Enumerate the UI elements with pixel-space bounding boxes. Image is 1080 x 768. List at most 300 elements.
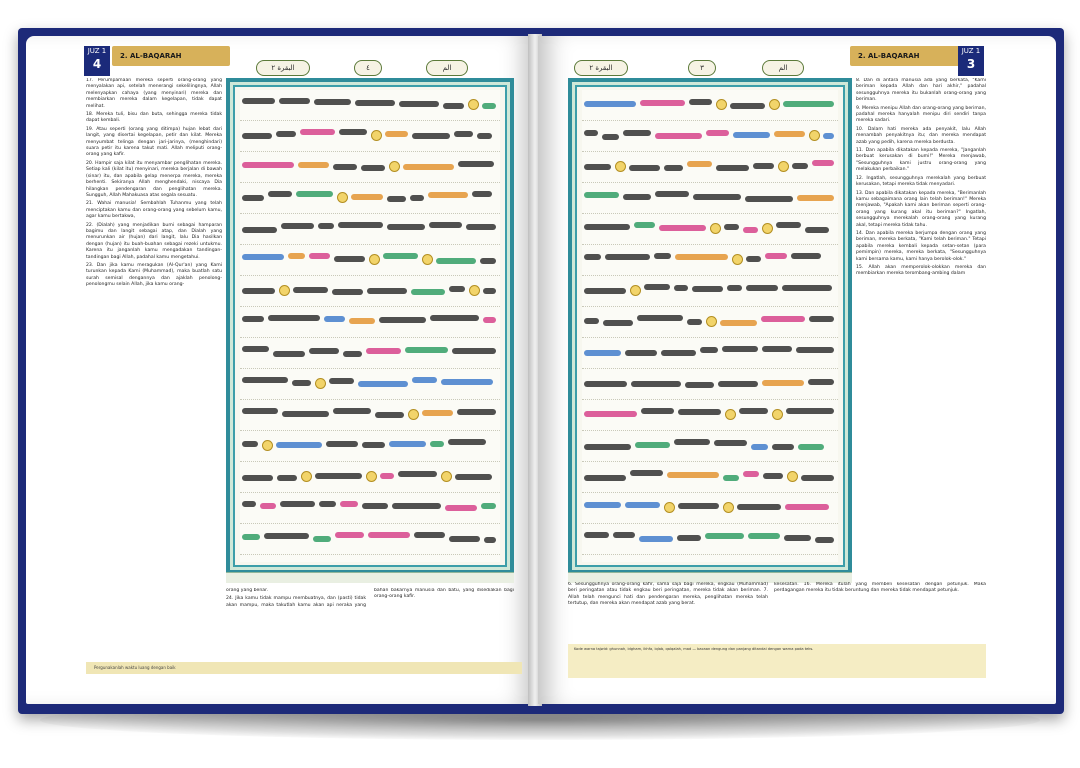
left-translation-column — [86, 78, 222, 626]
script-stroke — [584, 288, 626, 294]
script-stroke — [452, 348, 496, 354]
script-stroke — [659, 225, 706, 231]
script-stroke — [268, 191, 292, 197]
script-stroke — [667, 472, 719, 478]
script-stroke — [584, 381, 627, 387]
script-stroke — [242, 408, 278, 414]
script-stroke — [785, 504, 829, 510]
script-stroke — [324, 316, 345, 322]
left-verse-5: 22. (Dialah) yang menjadikan bumi sebagai hamparan bagimu dan langit sebagai atap, dan Dialah yang menurunkan air (hujan) dari langit, lalu Dia hasilkan dengan (hujan) itu buah-buahan sebagai rezeki untukmu. Karena itu janganlah kamu mengadakan tandingan-tandingan bagi Allah, padahal kamu mengetahui. — [86, 222, 222, 260]
script-stroke — [339, 129, 367, 135]
script-stroke — [705, 533, 744, 539]
script-stroke — [484, 537, 496, 543]
script-stroke — [635, 442, 670, 448]
script-stroke — [482, 103, 496, 109]
script-stroke — [319, 501, 336, 507]
script-stroke — [746, 285, 778, 291]
script-stroke — [584, 101, 636, 107]
script-stroke — [355, 100, 395, 106]
script-stroke — [455, 474, 492, 480]
script-stroke — [661, 350, 696, 356]
ayah-marker-icon — [723, 502, 734, 513]
script-stroke — [640, 100, 685, 106]
script-stroke — [637, 315, 683, 321]
mushaf-line — [240, 307, 500, 338]
right-verse-2: 10. Dalam hati mereka ada penyakit, lalu Allah menambah penyakitnya itu; dan mereka mendapat azab yang pedih, karena mereka berdusta. — [856, 126, 986, 145]
mushaf-line — [582, 90, 838, 121]
script-stroke — [362, 503, 388, 509]
ayah-marker-icon — [366, 471, 377, 482]
mushaf-line — [582, 338, 838, 369]
script-stroke — [242, 133, 272, 139]
script-stroke — [242, 316, 264, 322]
script-stroke — [273, 351, 305, 357]
left-bottom-text: 24. Jika kamu tidak mampu membuatnya, dan (pasti) tidak akan mampu, maka takutlah kamu akan api neraka yang bahan bakarnya manusia dan batu, yang disediakan bagi orang-orang kafir. — [226, 588, 514, 608]
script-stroke — [722, 346, 758, 352]
script-stroke — [687, 161, 712, 167]
script-stroke — [796, 347, 834, 353]
script-stroke — [584, 318, 599, 324]
script-stroke — [383, 253, 418, 259]
script-stroke — [412, 133, 450, 139]
script-stroke — [751, 444, 768, 450]
script-stroke — [389, 441, 426, 447]
mushaf-line — [582, 183, 838, 214]
right-bottom-translation-2 — [774, 582, 986, 636]
script-stroke — [276, 131, 296, 137]
script-stroke — [441, 379, 493, 385]
right-page-number: 3 — [966, 57, 976, 71]
script-stroke — [483, 288, 496, 294]
mushaf-line — [582, 431, 838, 462]
ayah-marker-icon — [769, 99, 780, 110]
ayah-marker-icon — [732, 254, 743, 265]
script-stroke — [385, 131, 408, 137]
right-surah-tab — [850, 46, 964, 66]
script-stroke — [315, 473, 362, 479]
script-stroke — [296, 191, 333, 197]
ayah-marker-icon — [778, 161, 789, 172]
ayah-marker-icon — [762, 223, 773, 234]
script-stroke — [774, 131, 805, 137]
script-stroke — [584, 444, 631, 450]
script-stroke — [584, 254, 601, 260]
script-stroke — [398, 471, 437, 477]
script-stroke — [379, 317, 426, 323]
left-tajwid-legend — [226, 572, 514, 583]
mushaf-line — [240, 493, 500, 524]
ayah-marker-icon — [664, 502, 675, 513]
script-stroke — [242, 288, 275, 294]
script-stroke — [776, 222, 801, 228]
script-stroke — [808, 379, 834, 385]
script-stroke — [242, 98, 275, 104]
script-stroke — [602, 134, 619, 140]
right-verse-5: 13. Dan apabila dikatakan kepada mereka, "Berimanlah kamu sebagaimana orang lain telah beriman!" Mereka menjawab, "Apakah kami akan beriman seperti orang-orang yang kurang akal itu beriman?" Ingatlah, sesungguhnya merekalah orang-orang yang kurang akal, tetapi mereka tidak tahu. — [856, 190, 986, 228]
script-stroke — [449, 286, 465, 292]
script-stroke — [745, 196, 793, 202]
script-stroke — [743, 471, 759, 477]
script-stroke — [792, 163, 808, 169]
ayah-marker-icon — [422, 254, 433, 265]
left-verse-6: 23. Dan jika kamu meragukan (Al-Qur'an) yang Kami turunkan kepada Kami (Muhammad), maka buatlah satu surah semisal dengannya dan ajaklah penolong-penolongmu selain Allah, jika kamu orang- — [86, 262, 222, 288]
mushaf-line — [240, 90, 500, 121]
script-stroke — [655, 133, 702, 139]
script-stroke — [293, 287, 328, 293]
script-stroke — [414, 532, 445, 538]
ayah-marker-icon — [772, 409, 783, 420]
mushaf-line — [582, 493, 838, 524]
right-surah-pill — [574, 60, 628, 76]
script-stroke — [748, 533, 780, 539]
script-stroke — [685, 382, 714, 388]
right-bottom-translation — [568, 582, 768, 636]
left-juz-label: JUZ 1 — [87, 47, 107, 55]
script-stroke — [260, 503, 276, 509]
script-stroke — [445, 505, 477, 511]
ayah-marker-icon — [630, 285, 641, 296]
right-translation-column — [856, 78, 986, 600]
script-stroke — [644, 284, 670, 290]
left-verse-1: 18. Mereka tuli, bisu dan buta, sehingga mereka tidak dapat kembali. — [86, 112, 222, 124]
script-stroke — [753, 163, 774, 169]
ayah-marker-icon — [279, 285, 290, 296]
script-stroke — [314, 99, 351, 105]
script-stroke — [584, 192, 619, 198]
script-stroke — [603, 320, 633, 326]
right-footnote-band — [568, 644, 986, 678]
script-stroke — [739, 408, 768, 414]
script-stroke — [791, 253, 821, 259]
script-stroke — [309, 253, 330, 259]
script-stroke — [631, 381, 681, 387]
script-stroke — [458, 161, 494, 167]
mushaf-line — [582, 462, 838, 493]
ayah-marker-icon — [337, 192, 348, 203]
mushaf-line — [240, 245, 500, 276]
ayah-marker-icon — [408, 409, 419, 420]
script-stroke — [387, 224, 425, 230]
script-stroke — [242, 501, 256, 507]
left-mushaf-panel — [226, 78, 514, 574]
mushaf-line — [240, 369, 500, 400]
mushaf-line — [582, 245, 838, 276]
script-stroke — [798, 444, 824, 450]
script-stroke — [430, 315, 479, 321]
script-stroke — [242, 195, 264, 201]
script-stroke — [584, 164, 611, 170]
mushaf-line — [240, 214, 500, 245]
right-juz-badge — [958, 46, 984, 76]
left-bottom-prefix: orang yang benar. — [226, 588, 269, 593]
script-stroke — [812, 160, 834, 166]
right-verse-6: 14. Dan apabila mereka berjumpa dengan orang yang beriman, mereka berkata, "Kami telah beriman." Tetapi apabila mereka kembali kepada setan-setan (para pemimpin) mereka, mereka berkata, "Sesungguhnya kami bersama kamu, kami hanya berolok-olok." — [856, 230, 986, 262]
ayah-marker-icon — [369, 254, 380, 265]
script-stroke — [677, 535, 701, 541]
script-stroke — [481, 503, 496, 509]
left-footer-text: Pergunakanlah waktu luang dengan baik — [94, 665, 176, 670]
ayah-marker-icon — [371, 130, 382, 141]
script-stroke — [641, 408, 674, 414]
script-stroke — [730, 103, 765, 109]
script-stroke — [674, 439, 710, 445]
left-surah-pill — [256, 60, 310, 76]
script-stroke — [279, 98, 310, 104]
ayah-marker-icon — [262, 440, 273, 451]
mushaf-line — [240, 400, 500, 431]
left-page-number: 4 — [92, 57, 102, 71]
script-stroke — [326, 441, 358, 447]
script-stroke — [430, 441, 444, 447]
script-stroke — [429, 222, 462, 228]
script-stroke — [724, 224, 739, 230]
right-footnote-text: Kode warna tajwid: ghunnah, idgham, ikhfa, iqlab, qalqalah, mad — bacaan dengung dan panjang ditandai dengan warna pada teks. — [574, 647, 814, 651]
script-stroke — [449, 536, 480, 542]
ayah-marker-icon — [706, 316, 717, 327]
script-stroke — [472, 191, 492, 197]
script-stroke — [765, 253, 787, 259]
script-stroke — [675, 254, 728, 260]
script-stroke — [809, 316, 834, 322]
script-stroke — [361, 165, 385, 171]
script-stroke — [412, 377, 437, 383]
script-stroke — [366, 348, 401, 354]
script-stroke — [242, 254, 284, 260]
script-stroke — [786, 408, 834, 414]
left-verse-2: 19. Atau seperti (orang yang ditimpa) hujan lebat dari langit, yang disertai kegelapan, petir dan kilat. Mereka menyumbat telinga dengan jari-jarinya, (menghindari) suara petir itu karena takut mati. Allah meliputi orang-orang yang kafir. — [86, 126, 222, 158]
script-stroke — [687, 319, 702, 325]
script-stroke — [318, 223, 334, 229]
script-stroke — [733, 132, 770, 138]
mushaf-line — [582, 152, 838, 183]
script-stroke — [242, 162, 294, 168]
script-stroke — [448, 439, 486, 445]
script-stroke — [443, 103, 464, 109]
script-stroke — [693, 194, 741, 200]
script-stroke — [584, 224, 630, 230]
script-stroke — [362, 442, 385, 448]
script-stroke — [334, 256, 365, 262]
script-stroke — [772, 444, 794, 450]
right-verse-4: 12. Ingatlah, sesungguhnya merekalah yang berbuat kerusakan, tetapi mereka tidak menyadari. — [856, 175, 986, 188]
script-stroke — [368, 532, 410, 538]
script-stroke — [329, 378, 354, 384]
ayah-marker-icon — [725, 409, 736, 420]
mushaf-line — [240, 462, 500, 493]
ayah-marker-icon — [787, 471, 798, 482]
right-verse-0: 8. Dan di antara manusia ada yang berkata, "Kami beriman kepada Allah dan hari akhir," padahal sesungguhnya mereka itu bukanlah orang-orang yang beriman. — [856, 78, 986, 103]
script-stroke — [298, 162, 329, 168]
script-stroke — [746, 256, 761, 262]
script-stroke — [387, 196, 406, 202]
left-bottom-translation — [226, 588, 514, 646]
script-stroke — [343, 351, 362, 357]
script-stroke — [457, 409, 496, 415]
script-stroke — [762, 346, 792, 352]
mushaf-line — [582, 214, 838, 245]
script-stroke — [483, 317, 496, 323]
script-stroke — [281, 223, 314, 229]
script-stroke — [480, 258, 496, 264]
mushaf-line — [582, 524, 838, 555]
script-stroke — [763, 473, 783, 479]
script-stroke — [454, 131, 473, 137]
script-stroke — [332, 289, 363, 295]
right-surah-name: 2. AL-BAQARAH — [858, 52, 920, 60]
right-bottom-text: 6. Sesungguhnya orang-orang kafir, sama saja bagi mereka, engkau (Muhammad) beri peringatan atau tidak engkau beri peringatan, mereka tidak akan beriman. 7. Allah telah mengunci hati dan pendengaran mereka, penglihatan mereka telah tertutup, dan mereka akan mendapat azab yang berat. — [568, 582, 768, 607]
script-stroke — [268, 315, 320, 321]
script-stroke — [634, 222, 655, 228]
script-stroke — [743, 227, 758, 233]
script-stroke — [783, 101, 834, 107]
ayah-marker-icon — [389, 161, 400, 172]
script-stroke — [403, 164, 454, 170]
script-stroke — [714, 440, 747, 446]
script-stroke — [422, 410, 453, 416]
script-stroke — [333, 408, 371, 414]
script-stroke — [584, 350, 621, 356]
mushaf-line — [582, 307, 838, 338]
script-stroke — [375, 412, 404, 418]
script-stroke — [335, 532, 364, 538]
mushaf-line — [582, 400, 838, 431]
mushaf-line — [240, 121, 500, 152]
script-stroke — [727, 285, 742, 291]
ayah-marker-icon — [716, 99, 727, 110]
script-stroke — [737, 504, 781, 510]
script-stroke — [655, 191, 689, 197]
mushaf-line — [240, 524, 500, 555]
script-stroke — [351, 194, 383, 200]
script-stroke — [410, 195, 424, 201]
script-stroke — [340, 501, 358, 507]
script-stroke — [276, 442, 322, 448]
script-stroke — [242, 475, 273, 481]
ayah-marker-icon — [468, 99, 479, 110]
left-pill-text: البقرة ٢ — [271, 64, 295, 72]
script-stroke — [625, 350, 657, 356]
mushaf-line — [582, 276, 838, 307]
script-stroke — [313, 536, 331, 542]
left-page-pill — [354, 60, 382, 76]
ayah-marker-icon — [469, 285, 480, 296]
script-stroke — [623, 194, 651, 200]
right-page-pill — [688, 60, 716, 76]
left-page — [26, 36, 534, 704]
script-stroke — [466, 224, 496, 230]
script-stroke — [678, 503, 719, 509]
script-stroke — [392, 503, 441, 509]
right-pill-text: البقرة ٢ — [589, 64, 613, 72]
script-stroke — [639, 536, 673, 542]
script-stroke — [762, 380, 804, 386]
script-stroke — [333, 164, 357, 170]
script-stroke — [664, 165, 683, 171]
left-verse-0: 17. Perumpamaan mereka seperti orang-orang yang menyalakan api, setelah menerangi sekelilingnya, Allah melenyapkan cahaya (yang menyinari) mereka dan membiarkan mereka dalam kegelapan, tidak dapat melihat. — [86, 78, 222, 109]
script-stroke — [678, 409, 721, 415]
script-stroke — [584, 502, 621, 508]
ayah-marker-icon — [615, 161, 626, 172]
script-stroke — [242, 227, 277, 233]
right-juz-pill — [762, 60, 804, 76]
script-stroke — [654, 253, 671, 259]
right-verse-3: 11. Dan apabila dikatakan kepada mereka, "Janganlah berbuat kerusakan di bumi!" Mereka menjawab, "Sesungguhnya kami justru orang-orang yang melakukan perbaikan." — [856, 148, 986, 173]
script-stroke — [805, 227, 829, 233]
ayah-marker-icon — [301, 471, 312, 482]
ayah-marker-icon — [710, 223, 721, 234]
mushaf-line — [582, 369, 838, 400]
script-stroke — [613, 532, 635, 538]
script-stroke — [706, 130, 729, 136]
script-stroke — [784, 535, 811, 541]
script-stroke — [349, 318, 375, 324]
script-stroke — [761, 316, 805, 322]
script-stroke — [300, 129, 335, 135]
script-stroke — [411, 289, 445, 295]
left-pill-mid-text: ٤ — [366, 64, 370, 72]
script-stroke — [436, 258, 476, 264]
script-stroke — [801, 475, 834, 481]
script-stroke — [399, 101, 439, 107]
script-stroke — [782, 285, 832, 291]
script-stroke — [584, 532, 609, 538]
mushaf-line — [240, 338, 500, 369]
script-stroke — [242, 534, 260, 540]
mushaf-line — [240, 183, 500, 214]
script-stroke — [689, 99, 712, 105]
script-stroke — [720, 320, 757, 326]
mushaf-line — [582, 121, 838, 152]
right-verse-7: 15. Allah akan memperolok-olokkan mereka dan membiarkan mereka terombang-ambing dalam — [856, 264, 986, 277]
script-stroke — [242, 346, 269, 352]
ayah-marker-icon — [441, 471, 452, 482]
script-stroke — [625, 502, 660, 508]
script-stroke — [428, 192, 468, 198]
script-stroke — [292, 380, 311, 386]
right-pill-right-text: الم — [778, 64, 788, 72]
script-stroke — [282, 411, 329, 417]
left-verse-4: 21. Wahai manusia! Sembahlah Tuhanmu yang telah menciptakan kamu dan orang-orang yang sebelum kamu, agar kamu bertakwa, — [86, 201, 222, 220]
script-stroke — [477, 133, 492, 139]
script-stroke — [584, 411, 637, 417]
script-stroke — [584, 130, 598, 136]
script-stroke — [700, 347, 718, 353]
left-surah-tab — [112, 46, 230, 66]
script-stroke — [338, 222, 383, 228]
script-stroke — [280, 501, 315, 507]
right-page — [538, 36, 1056, 704]
script-stroke — [623, 130, 651, 136]
script-stroke — [630, 470, 663, 476]
script-stroke — [692, 286, 723, 292]
mushaf-line — [240, 431, 500, 462]
script-stroke — [288, 253, 305, 259]
script-stroke — [309, 348, 339, 354]
script-stroke — [716, 165, 749, 171]
left-juz-pill — [426, 60, 468, 76]
script-stroke — [358, 381, 408, 387]
ayah-marker-icon — [809, 130, 820, 141]
script-stroke — [629, 165, 660, 171]
script-stroke — [718, 381, 758, 387]
left-footer-band — [86, 662, 522, 674]
script-stroke — [367, 288, 407, 294]
right-mushaf-panel — [568, 78, 852, 574]
script-stroke — [264, 533, 309, 539]
ayah-marker-icon — [315, 378, 326, 389]
script-stroke — [797, 195, 834, 201]
right-pill-mid-text: ٣ — [700, 64, 704, 72]
